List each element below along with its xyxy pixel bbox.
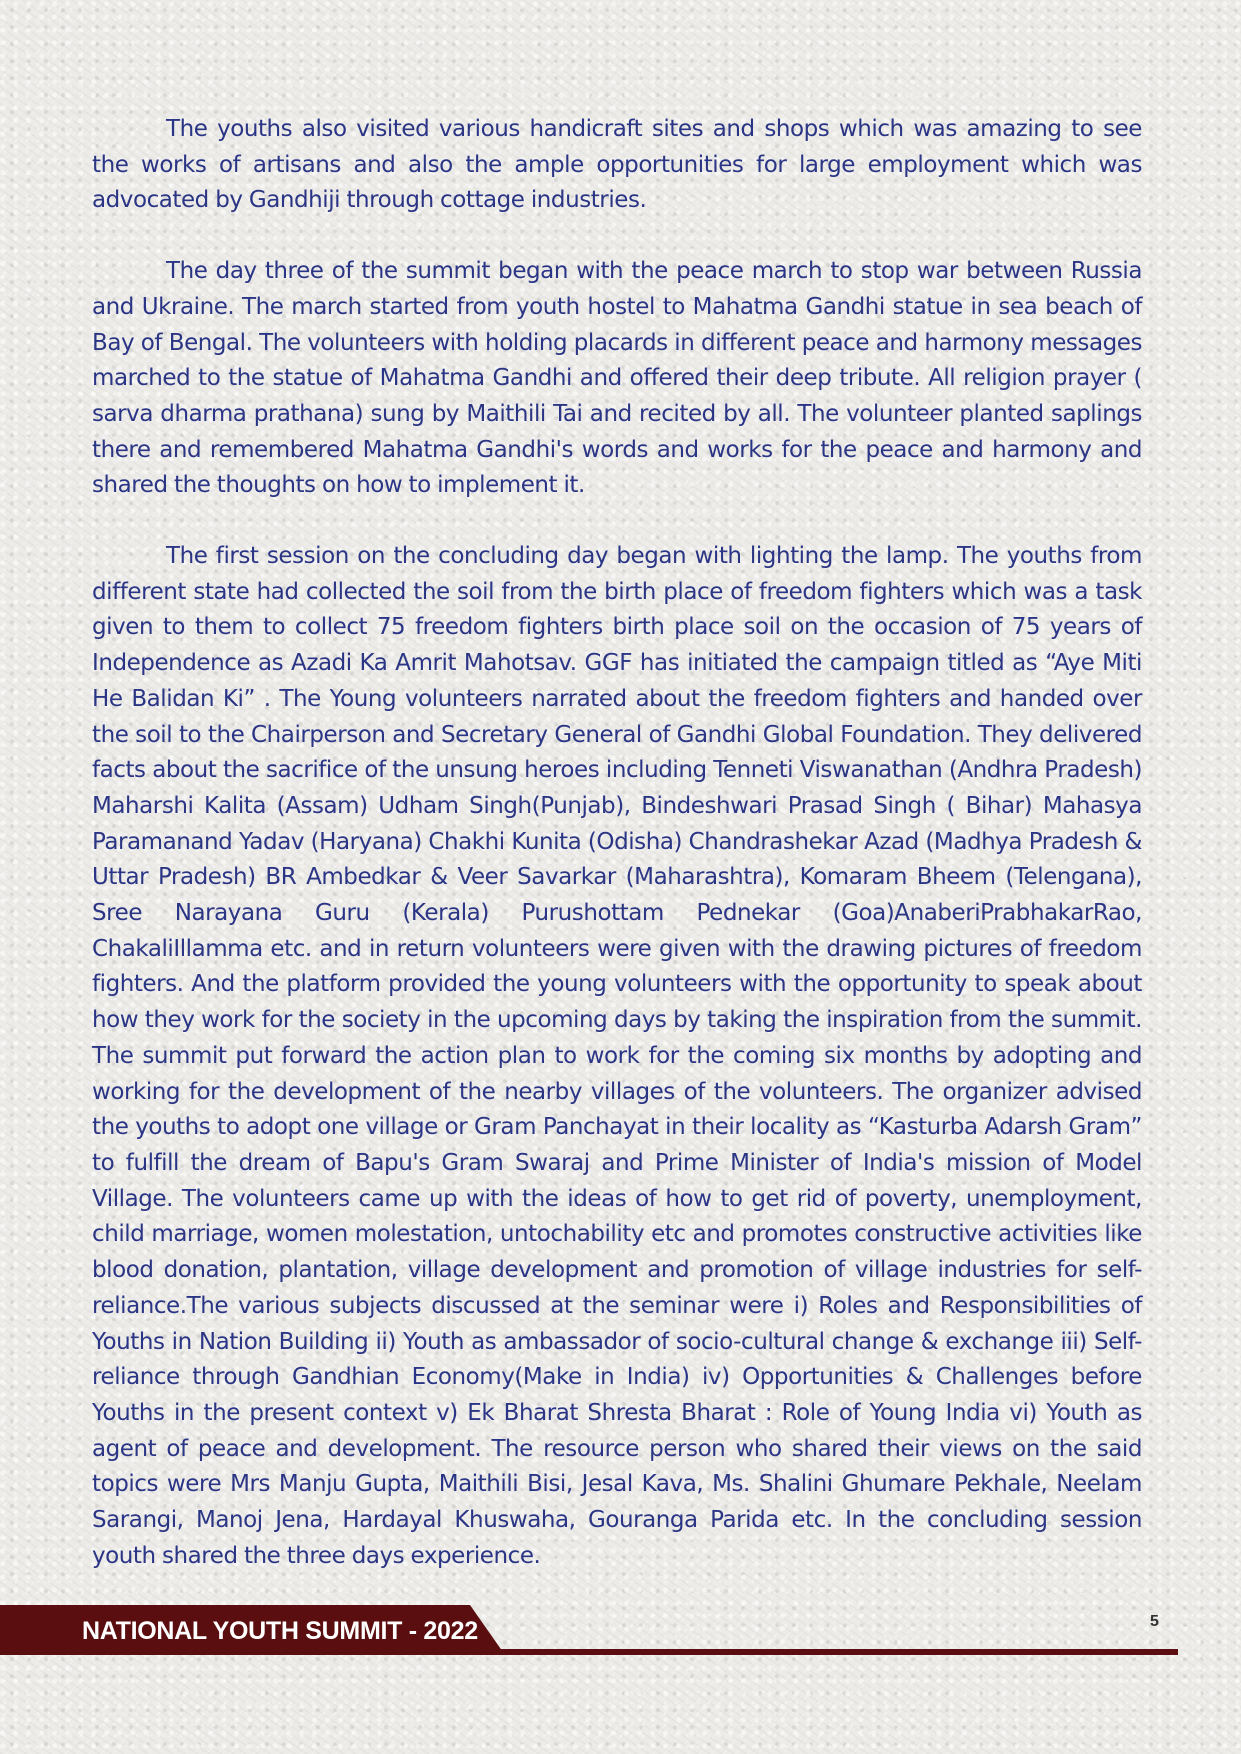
article-body bbox=[92, 112, 1142, 1609]
footer-title: NATIONAL YOUTH SUMMIT - 2022 bbox=[82, 1617, 478, 1645]
footer-rule bbox=[490, 1649, 1178, 1655]
paragraph-peace-march: The day three of the summit began with the peace march to stop war between Russia and Ukraine. The march started from youth hostel to Mahatma Gandhi statue in sea beach of Bay of Bengal. The volunteers with holding placards in different peace and harmony messages marched to the statue of Mahatma Gandhi and offered their deep tribute. All religion prayer ( sarva dharma prathana) sung by Maithili Tai and recited by all. The volunteer planted saplings there and remembered Mahatma Gandhi's words and works for the peace and harmony and shared the thoughts on how to implement it. bbox=[92, 258, 1142, 499]
paragraph-handicraft-visit: The youths also visited various handicraft sites and shops which was amazing to see the works of artisans and also the ample opportunities for large employment which was advocated by Gandhiji through cottage industries. bbox=[92, 116, 1142, 214]
page-number: 5 bbox=[1150, 1613, 1159, 1630]
paragraph-concluding-session: The first session on the concluding day began with lighting the lamp. The youths from different state had collected the soil from the birth place of freedom fighters which was a task given to them to collect 75 freedom fighters birth place soil on the occasion of 75 years of Independence as Azadi Ka Amrit Mahotsav. GGF has initiated the campaign titled as “Aye Miti He Balidan Ki” . The Young volunteers narrated about the freedom fighters and handed over the soil to the Chairperson and Secretary General of Gandhi Global Foundation. They delivered facts about the sacrifice of the unsung heroes including Tenneti Viswanathan (Andhra Pradesh) Maharshi Kalita (Assam) Udham Singh(Punjab), Bindeshwari Prasad Singh ( Bihar) Mahasya Paramanand Yadav (Haryana) Chakhi Kunita (Odisha) Chandrashekar Azad (Madhya Pradesh & Uttar Pradesh) BR Ambedkar & Veer Savarkar (Maharashtra), Komaram Bheem (Telengana), Sree Narayana Guru (Kerala) Purushottam Pednekar (Goa)AnaberiPrabhakarRao, ChakaliIllamma etc. and in return volunteers were given with the drawing pictures of freedom fighters. And the platform provided the young volunteers with the opportunity to speak about how they work for the society in the upcoming days by taking the inspiration from the summit. The summit put forward the action plan to work for the coming six months by adopting and working for the development of the nearby villages of the volunteers. The organizer advised the youths to adopt one village or Gram Panchayat in their locality as “Kasturba Adarsh Gram” to fulfill the dream of Bapu's Gram Swaraj and Prime Minister of India's mission of Model Village. The volunteers came up with the ideas of how to get rid of poverty, unemployment, child marriage, women molestation, untochability etc and promotes constructive activities like blood donation, plantation, village development and promotion of village industries for self-reliance.The various subjects discussed at the seminar were i) Roles and Responsibilities of Youths in Nation Building ii) Youth as ambassador of socio-cultural change & exchange iii) Self-reliance through Gandhian Economy(Make in India) iv) Opportunities & Challenges before Youths in the present context v) Ek Bharat Shresta Bharat : Role of Young India vi) Youth as agent of peace and development. The resource person who shared their views on the said topics were Mrs Manju Gupta, Maithili Bisi, Jesal Kava, Ms. Shalini Ghumare Pekhale, Neelam Sarangi, Manoj Jena, Hardayal Khuswaha, Gouranga Parida etc. In the concluding session youth shared the three days experience. bbox=[92, 543, 1142, 1569]
